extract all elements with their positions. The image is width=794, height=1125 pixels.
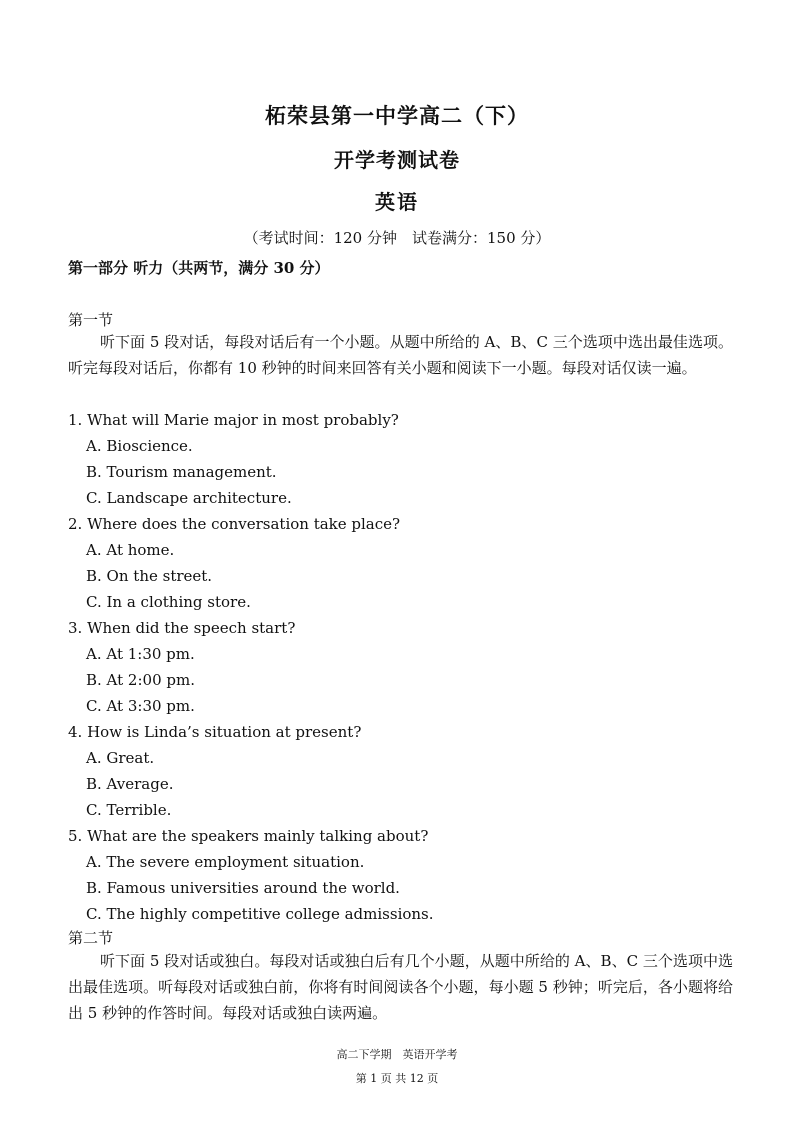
question-2	[68, 511, 434, 615]
question-stem: 4. How is Linda’s situation at present?	[68, 723, 362, 741]
option-c: C. Landscape architecture.	[86, 489, 292, 507]
exam-title-type: 开学考测试卷	[334, 148, 460, 172]
question-3	[68, 615, 434, 719]
question-4	[68, 719, 434, 823]
option-a: A. The severe employment situation.	[86, 853, 365, 871]
option-b: B. Famous universities around the world.	[86, 879, 400, 897]
option-a: A. Bioscience.	[86, 437, 193, 455]
exam-subject: 英语	[375, 190, 419, 214]
footer-page-number: 第 1 页 共 12 页	[355, 1072, 439, 1085]
footer-course: 高二下学期 英语开学考	[336, 1048, 458, 1061]
question-stem: 1. What will Marie major in most probably?	[68, 411, 399, 429]
option-a: A. At 1:30 pm.	[86, 645, 195, 663]
section2-instructions: 听下面 5 段对话或独白。每段对话或独白后有几个小题，从题中所给的 A、B、C 三个选项中选出最佳选项。听每段对话或独白前，你将有时间阅读各个小题，每小题 5 秒钟；听完后，各小题将给出 5 秒钟的作答时间。每段对话或独白读两遍。	[68, 952, 733, 1022]
section1-instructions: 听下面 5 段对话，每段对话后有一个小题。从题中所给的 A、B、C 三个选项中选出最佳选项。听完每段对话后，你都有 10 秒钟的时间来回答有关小题和阅读下一小题。每段对话仅读一遍。	[68, 333, 733, 377]
exam-info: （考试时间：120 分钟 试卷满分：150 分）	[243, 229, 551, 247]
option-c: C. Terrible.	[86, 801, 172, 819]
part1-heading: 第一部分 听力（共两节，满分 30 分）	[68, 259, 330, 277]
option-a: A. Great.	[86, 749, 155, 767]
option-c: C. At 3:30 pm.	[86, 697, 195, 715]
option-c: C. In a clothing store.	[86, 593, 251, 611]
section2-title: 第二节	[68, 929, 114, 947]
question-stem: 3. When did the speech start?	[68, 619, 296, 637]
option-a: A. At home.	[86, 541, 175, 559]
option-b: B. On the street.	[86, 567, 213, 585]
question-stem: 2. Where does the conversation take place?	[68, 515, 401, 533]
option-c: C. The highly competitive college admissions.	[86, 905, 434, 923]
option-b: B. Average.	[86, 775, 174, 793]
question-5	[68, 823, 434, 927]
question-list	[68, 407, 434, 927]
question-1	[68, 407, 434, 511]
question-stem: 5. What are the speakers mainly talking about?	[68, 827, 429, 845]
option-b: B. At 2:00 pm.	[86, 671, 195, 689]
exam-title-school: 柘荣县第一中学高二（下）	[265, 103, 529, 128]
section1-title: 第一节	[68, 311, 114, 329]
option-b: B. Tourism management.	[86, 463, 277, 481]
